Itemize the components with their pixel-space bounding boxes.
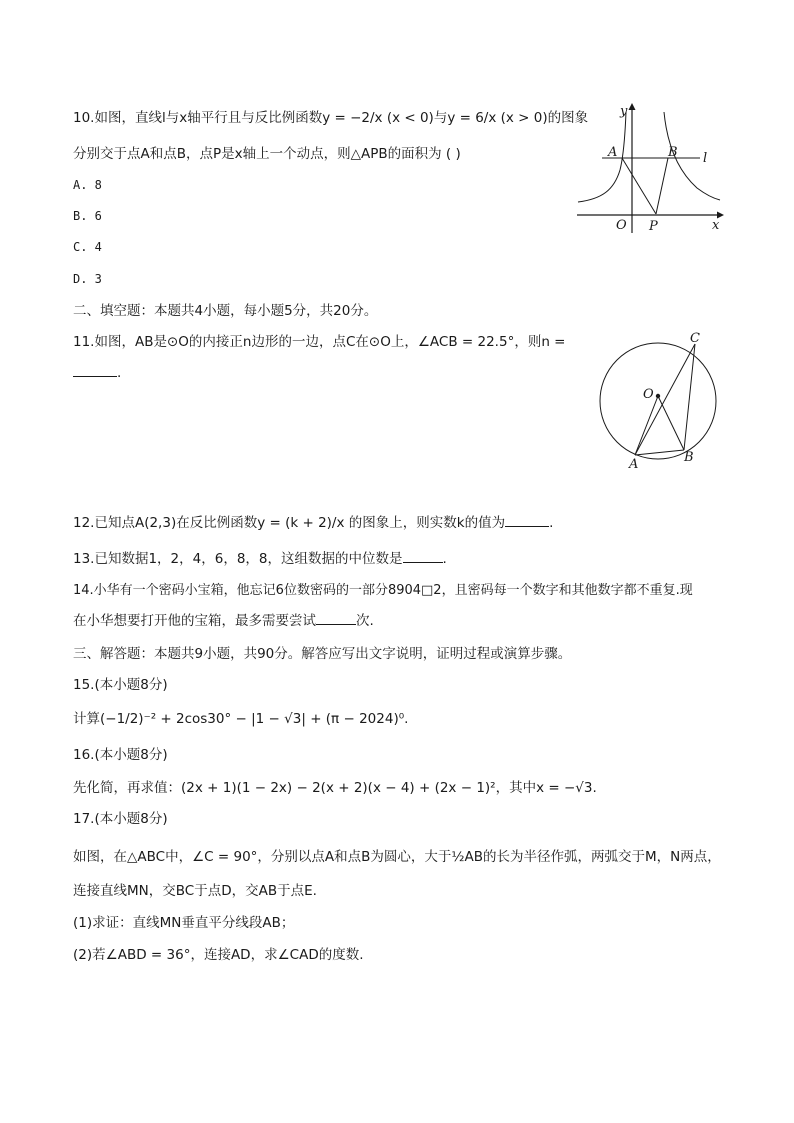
q15-header: 15.(本小题8分): [73, 677, 168, 693]
q17-part1: (1)求证：直线MN垂直平分线段AB；: [73, 915, 295, 931]
hyperbola-left: [578, 112, 626, 202]
q17-line2: 连接直线MN，交BC于点D，交AB于点E.: [73, 883, 317, 899]
circle-o: [600, 343, 716, 459]
segment-ap: [622, 158, 656, 214]
q17-line1: 如图，在△ABC中，∠C = 90°，分别以点A和点B为圆心，大于½AB的长为半径作弧，两弧交于M，N两点，: [73, 849, 721, 865]
q16-body: 先化简，再求值：(2x + 1)(1 − 2x) − 2(x + 2)(x − 4) + (2x − 1)²，其中x = −√3.: [73, 780, 597, 796]
q13-text: 13.已知数据1，2，4，6，8，8，这组数据的中位数是: [73, 551, 403, 567]
segment-ob: [658, 396, 684, 450]
q10-option-b: B. 6: [73, 209, 102, 223]
q11-period: .: [117, 365, 122, 381]
center-point: [656, 394, 660, 398]
label-p: P: [649, 219, 658, 234]
q10-line2: 分别交于点A和点B，点P是x轴上一个动点，则△APB的面积为 ( ): [73, 146, 461, 162]
q12-answer-blank: [505, 514, 549, 527]
q14-line1: 14.小华有一个密码小宝箱，他忘记6位数密码的一部分8904□2，且密码每一个数字和其他数字都不重复.现: [73, 583, 693, 598]
label-b: B: [668, 145, 678, 160]
segment-bp: [656, 158, 668, 214]
segment-ab: [635, 450, 684, 455]
q10-option-a: A. 8: [73, 178, 102, 192]
q10-option-d: D. 3: [73, 272, 102, 286]
q11-line1: 11.如图，AB是⊙O的内接正n边形的一边，点C在⊙O上，∠ACB = 22.5°，则n =: [73, 334, 566, 350]
label-a: A: [629, 457, 639, 472]
label-o: O: [643, 387, 654, 402]
q14-answer-blank: [316, 612, 356, 625]
q13-answer-blank: [403, 550, 443, 563]
q12-period: .: [549, 515, 554, 531]
label-a: A: [608, 145, 618, 160]
q14-line2: [73, 612, 374, 630]
q15-body: 计算(−1/2)⁻² + 2cos30° − |1 − √3| + (π − 2024)⁰.: [73, 711, 409, 727]
q11-answer-blank: [73, 364, 117, 377]
q16-header: 16.(本小题8分): [73, 747, 168, 763]
section-2-heading: 二、填空题：本题共4小题，每小题5分，共20分。: [73, 303, 378, 319]
label-x: x: [712, 218, 720, 233]
q13: [73, 550, 447, 568]
q14-suffix: 次.: [356, 613, 374, 629]
q17-header: 17.(本小题8分): [73, 811, 168, 827]
q12-text: 12.已知点A(2,3)在反比例函数y = (k + 2)/x 的图象上，则实数k的值为: [73, 515, 506, 531]
q10-option-c: C. 4: [73, 240, 102, 254]
y-axis-arrow: [629, 103, 636, 110]
label-c: C: [690, 331, 700, 346]
segment-bc: [684, 344, 695, 450]
q12: [73, 514, 553, 532]
q17-part2: (2)若∠ABD = 36°，连接AD，求∠CAD的度数.: [73, 947, 364, 963]
label-o: O: [616, 218, 627, 233]
q10-line1: 10.如图，直线l与x轴平行且与反比例函数y = −2/x (x < 0)与y = 6/x (x > 0)的图象: [73, 110, 589, 126]
q10-figure: [572, 98, 732, 238]
label-b: B: [684, 450, 694, 465]
q13-period: .: [442, 551, 447, 567]
label-y: y: [620, 104, 628, 119]
q11-figure: [592, 328, 727, 473]
label-l: l: [703, 151, 708, 166]
segment-oa: [635, 396, 658, 455]
section-3-heading: 三、解答题：本题共9小题，共90分。解答应写出文字说明，证明过程或演算步骤。: [73, 646, 572, 662]
q11-line2: [73, 364, 121, 382]
q14-text: 在小华想要打开他的宝箱，最多需要尝试: [73, 613, 316, 629]
